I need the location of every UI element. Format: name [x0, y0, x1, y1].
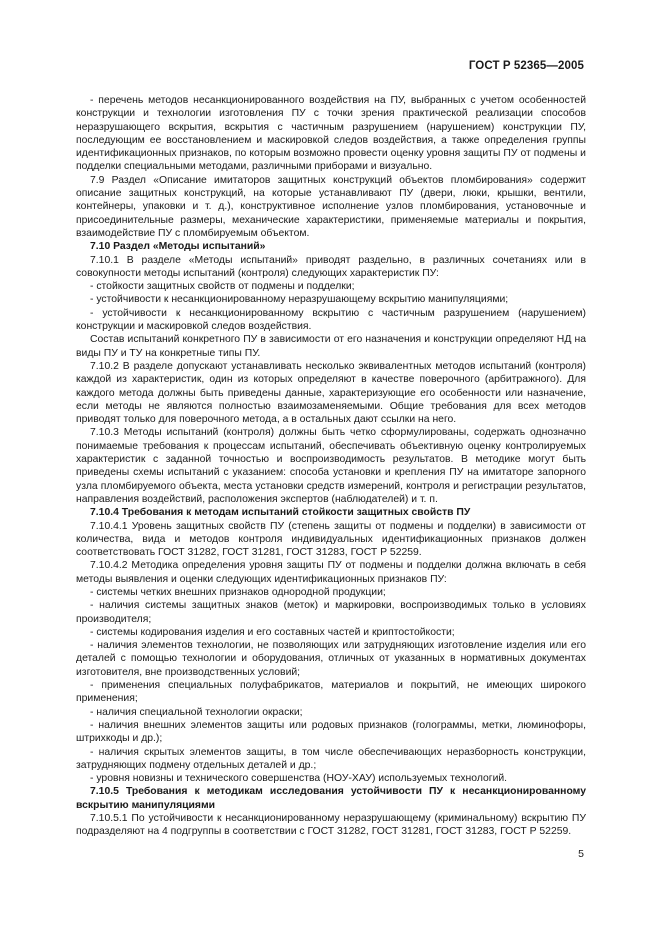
paragraph: 7.10.5.1 По устойчивости к несанкционированному неразрушающему (криминальному) вскрытию ПУ подразделяют на 4 подгруппы в соответствии с ГОСТ 31282, ГОСТ 31281, ГОСТ 31283, ГОСТ Р 52259. [76, 813, 586, 838]
section-heading: 7.10 Раздел «Методы испытаний» [90, 241, 266, 253]
paragraph: - наличия элементов технологии, не позволяющих или затрудняющих изготовление изделия или его деталей с помощью технологии и оборудования, отличных от указанных в нормативных документах изготовителя, вне производственных условий; [76, 640, 586, 678]
paragraph: - перечень методов несанкционированного воздействия на ПУ, выбранных с учетом особенностей конструкции и технологии изготовления ПУ с точки зрения практической реализации способов неразрушающего вскрытия, вскрытия с частичным разрушением (нарушением) конструкции ПУ, последующим ее восстановлением и маскировкой следов воздействия, а также определения группы идентификационных признаков, по которым возможно провести оценку уровня защиты ПУ от подмены и подделки специальными методами, различными приборами и визуально. [76, 95, 586, 173]
paragraph: - наличия специальной технологии окраски; [90, 706, 303, 718]
paragraph: 7.10.1 В разделе «Методы испытаний» приводят раздельно, в различных сочетаниях или в совокупности методы испытаний (контроля) следующих характеристик ПУ: [76, 254, 586, 279]
document-header: ГОСТ Р 52365—2005 [468, 60, 584, 72]
page-number: 5 [578, 848, 584, 860]
document-body [76, 94, 586, 839]
paragraph: - устойчивости к несанкционированному вскрытию с частичным разрушением (нарушением) конструкции и маскировкой следов воздействия. [76, 307, 586, 333]
paragraph: - системы кодирования изделия и его составных частей и криптостойкости; [90, 626, 455, 638]
paragraph: - наличия скрытых элементов защиты, в том числе обеспечивающих неразборность конструкции, затрудняющих подмену отдельных деталей и др.; [76, 746, 586, 771]
paragraph: - устойчивости к несанкционированному неразрушающему вскрытию манипуляциями; [90, 294, 509, 306]
section-heading: 7.10.5 Требования к методикам исследования устойчивости ПУ к несанкционированному вскрытию манипуляциями [76, 786, 586, 811]
paragraph: 7.10.2 В разделе допускают устанавливать несколько эквивалентных методов испытаний (контроля) каждой из характеристик, один из которых определяют в качестве поверочного (арбитражного). Для каждого метода должны быть приведены данные, характеризующие его особенности или назначение, если методы не являются полностью взаимозаменяемыми. Общие требования для всех методов приводят только для поверочного метода, а в остальных дают ссылки на него. [76, 360, 586, 426]
paragraph: 7.10.3 Методы испытаний (контроля) должны быть четко сформулированы, содержать однозначно понимаемые требования к процессам испытаний, обеспечивать объективную оценку контролируемых характеристик с заданной точностью и воспроизводимость результатов. В методике могут быть приведены схемы испытаний с указанием: способа установки и крепления ПУ на имитаторе запорного узла пломбируемого объекта, места установки средств измерений, контроля и регистрации результатов, направления воздействий, расположения экспертов (наблюдателей) и т. п. [76, 427, 586, 505]
paragraph: 7.10.4.1 Уровень защитных свойств ПУ (степень защиты от подмены и подделки) в зависимости от количества, вида и методов контроля индивидуальных идентификационных признаков должен соответствовать ГОСТ 31282, ГОСТ 31281, ГОСТ 31283, ГОСТ Р 52259. [76, 520, 586, 559]
section-heading: 7.10.4 Требования к методам испытаний стойкости защитных свойств ПУ [90, 507, 471, 519]
paragraph: 7.9 Раздел «Описание имитаторов защитных конструкций объектов пломбирования» содержит описание защитных конструкций, на которые устанавливают ПУ (двери, люки, крышки, вентили, контейнеры, упаковки и т. д.), конструктивное исполнение узлов пломбирования, установочные и присоединительные размеры, механические характеристики, применяемые материалы и покрытия, взаимодействие ПУ с пломбируемым объектом. [76, 174, 586, 239]
paragraph: - стойкости защитных свойств от подмены и подделки; [90, 281, 355, 293]
paragraph: - применения специальных полуфабрикатов, материалов и покрытий, не имеющих широкого применения; [76, 680, 586, 705]
paragraph: - уровня новизны и технического совершенства (НОУ-ХАУ) используемых технологий. [90, 773, 508, 785]
paragraph: - системы четких внешних признаков однородной продукции; [90, 586, 386, 598]
paragraph: - наличия внешних элементов защиты или родовых признаков (голограммы, метки, люминофоры, штрихкоды и др.); [76, 719, 586, 745]
paragraph: Состав испытаний конкретного ПУ в зависимости от его назначения и конструкции определяют НД на виды ПУ и ТУ на конкретные типы ПУ. [76, 334, 586, 359]
paragraph: 7.10.4.2 Методика определения уровня защиты ПУ от подмены и подделки должна включать в себя методы выявления и оценки следующих идентификационных признаков ПУ: [76, 560, 586, 585]
paragraph: - наличия системы защитных знаков (меток) и маркировки, воспроизводимых только в условиях производителя; [76, 600, 586, 625]
